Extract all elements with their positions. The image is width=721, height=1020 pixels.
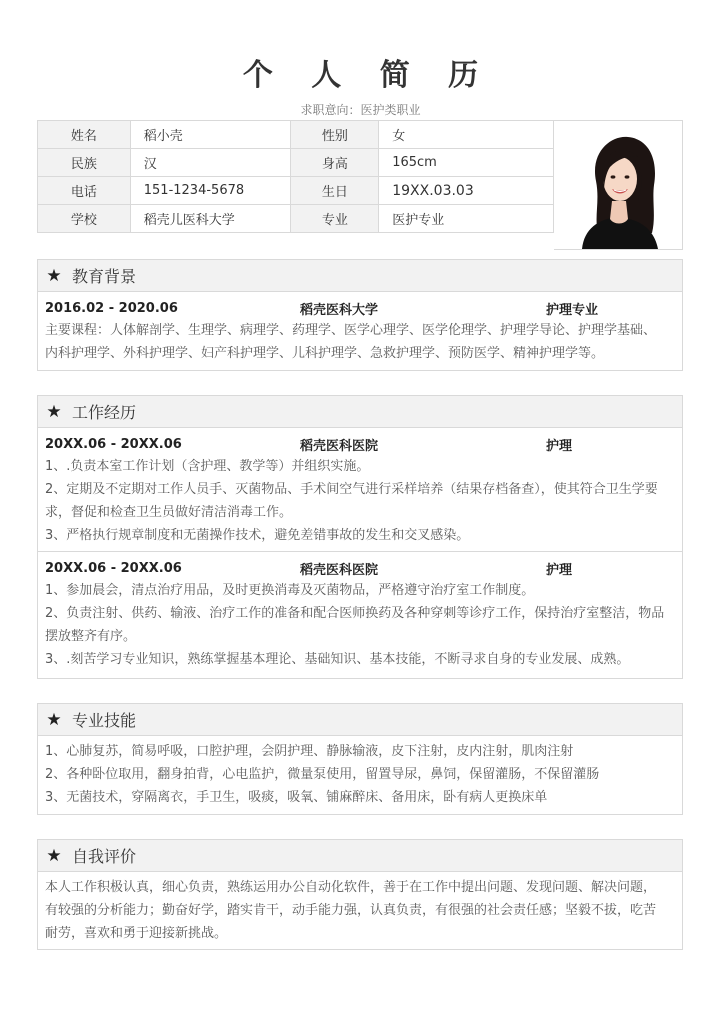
personal-info: [37, 120, 683, 249]
work-role: 护理: [546, 438, 573, 454]
text-line: 3、严格执行规章制度和无菌操作技术，避免差错事故的发生和交叉感染。: [45, 528, 470, 543]
text-line: 2、负责注射、供药、输液、治疗工作的准备和配合医师换药及各种穿刺等诊疗工作，保持治疗室整洁，物品: [45, 606, 665, 621]
skills-header: [38, 704, 682, 736]
personal-info-table: [37, 120, 554, 233]
work-header: [38, 396, 682, 428]
skills-section: [37, 703, 683, 815]
text-line: 1、参加晨会，清点治疗用品，及时更换消毒及灭菌物品，严格遵守治疗室工作制度。: [45, 583, 535, 598]
text-line: 3、无菌技术，穿隔离衣，手卫生，吸痰，吸氧、铺麻醉床、备用床，卧有病人更换床单: [45, 790, 548, 805]
birthday-value: 19XX.03.03: [379, 177, 554, 205]
info-row: [38, 205, 554, 233]
phone-label: 电话: [38, 177, 131, 205]
job-intent: 求职意向：医护类职业: [300, 103, 421, 117]
work-entry-summary: [38, 557, 682, 579]
work-entry: [38, 433, 682, 547]
work-org: 稻壳医科医院: [300, 562, 379, 578]
text-line: 2、各种卧位取用，翻身拍背，心电监护，微量泵使用，留置导尿，鼻饲，保留灌肠，不保留灌肠: [45, 767, 600, 782]
star-icon: ★: [46, 709, 62, 730]
text-line: 有较强的分析能力；勤奋好学，踏实肯干，动手能力强，认真负责，有很强的社会责任感；坚毅不拔，吃苦: [45, 903, 657, 918]
phone-value: 151-1234-5678: [130, 177, 291, 205]
education-summary: [38, 297, 682, 319]
entry-divider: [38, 551, 682, 552]
education-school: 稻壳医科大学: [300, 302, 379, 318]
text-line: 本人工作积极认真，细心负责，熟练运用办公自动化软件，善于在工作中提出问题、发现问题、解决问题，: [45, 880, 657, 895]
name-value: 稻小壳: [130, 121, 291, 149]
star-icon: ★: [46, 401, 62, 422]
work-duties: [38, 455, 682, 547]
work-entry: [38, 557, 682, 671]
school-value: 稻壳儿医科大学: [130, 205, 291, 233]
work-duties: [38, 579, 682, 671]
birthday-label: 生日: [291, 177, 379, 205]
star-icon: ★: [46, 845, 62, 866]
self-evaluation-section: [37, 839, 683, 950]
skills-heading: 专业技能: [72, 711, 137, 730]
text-line: 3、.刻苦学习专业知识，熟练掌握基本理论、基础知识、基本技能，不断寻求自身的专业发展、成熟。: [45, 652, 630, 667]
ethnicity-label: 民族: [38, 149, 131, 177]
major-label: 专业: [291, 205, 379, 233]
work-date: 20XX.06 - 20XX.06: [45, 560, 182, 576]
text-line: 主要课程：人体解剖学、生理学、病理学、药理学、医学心理学、医学伦理学、护理学导论、护理学基础、: [45, 323, 657, 338]
text-line: 1、心肺复苏，简易呼吸，口腔护理，会阴护理、静脉输液，皮下注射，皮内注射，肌肉注射: [45, 744, 574, 759]
self-evaluation-header: [38, 840, 682, 872]
text-line: 摆放整齐有序。: [45, 629, 137, 644]
resume-title: 个 人 简 历: [242, 58, 493, 93]
text-line: 2、定期及不定期对工作人员手、灭菌物品、手术间空气进行采样培养（结果存档备查），使其符合卫生学要: [45, 482, 658, 497]
education-heading: 教育背景: [72, 267, 137, 286]
gender-label: 性别: [291, 121, 379, 149]
height-label: 身高: [291, 149, 379, 177]
education-major: 护理专业: [546, 302, 599, 318]
school-label: 学校: [38, 205, 131, 233]
text-line: 求，督促和检查卫生员做好清洁消毒工作。: [45, 505, 293, 520]
info-row: [38, 177, 554, 205]
work-heading: 工作经历: [72, 403, 137, 422]
gender-value: 女: [379, 121, 554, 149]
info-row: [38, 149, 554, 177]
ethnicity-value: 汉: [130, 149, 291, 177]
self-evaluation-heading: 自我评价: [72, 847, 137, 866]
portrait-photo: [554, 120, 683, 250]
name-label: 姓名: [38, 121, 131, 149]
text-line: 内科护理学、外科护理学、妇产科护理学、儿科护理学、急救护理学、预防医学、精神护理学等。: [45, 346, 605, 361]
portrait-illustration: [554, 121, 682, 249]
work-org: 稻壳医科医院: [300, 438, 379, 454]
skills-list: [38, 736, 682, 809]
text-line: 1、.负责本室工作计划（含护理、教学等）并组织实施。: [45, 459, 370, 474]
self-evaluation-text: [38, 872, 682, 945]
education-date: 2016.02 - 2020.06: [45, 300, 178, 316]
work-role: 护理: [546, 562, 573, 578]
major-value: 医护专业: [379, 205, 554, 233]
education-section: [37, 259, 683, 371]
height-value: 165cm: [379, 149, 554, 177]
work-entry-summary: [38, 433, 682, 455]
text-line: 耐劳，喜欢和勇于迎接新挑战。: [45, 926, 228, 941]
star-icon: ★: [46, 265, 62, 286]
work-date: 20XX.06 - 20XX.06: [45, 436, 182, 452]
education-courses: [38, 319, 682, 365]
info-row: [38, 121, 554, 149]
work-section: [37, 395, 683, 679]
education-header: [38, 260, 682, 292]
